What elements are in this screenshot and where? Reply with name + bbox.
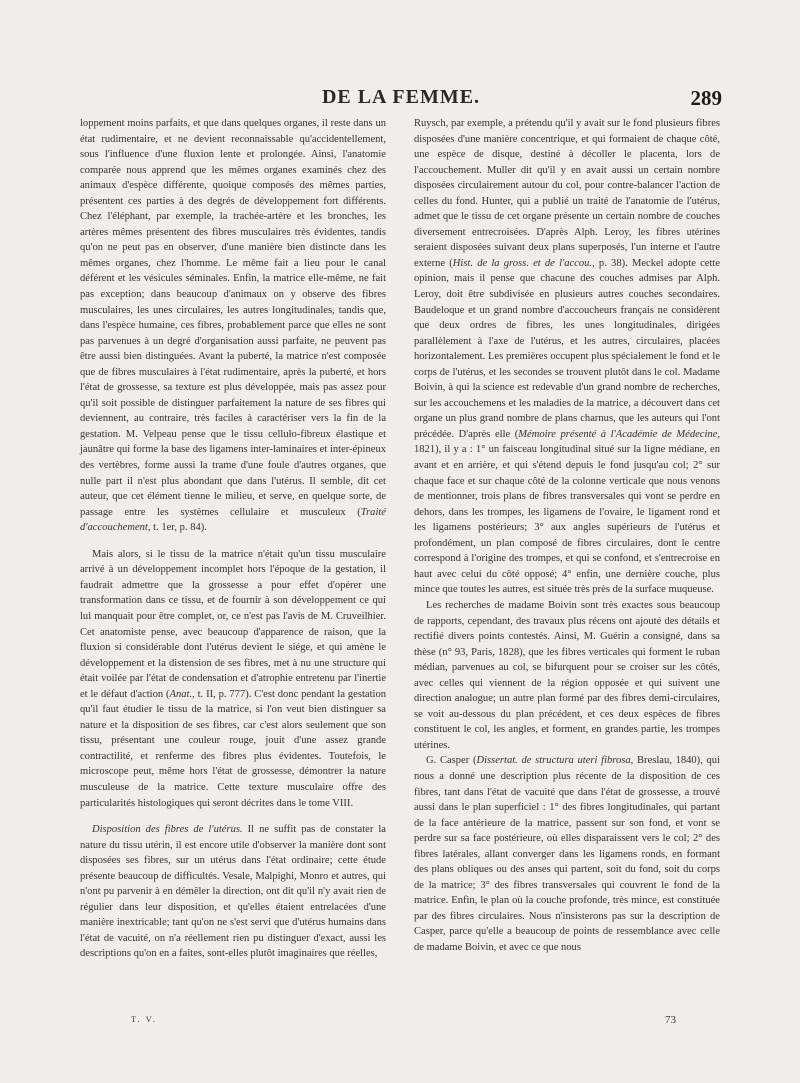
citation: Traité d'accouchement, (80, 506, 386, 534)
paragraph-text: Ruysch, par exemple, a prétendu qu'il y avait sur le fond plusieurs fibres disposées d'une manière concentrique, et qui formaient de chaque côté, une espèce de disque, destiné à décoller le placenta, lors de l'accouchement. Muller dit qu'il y en avait aussi un certain nombre disposées circulairement autour du col, pour contre-balancer l'action de celles du fond. Hunter, qui a publié un traité de l'anatomie de l'utérus, admet que le tissu de cet organe présente un certain nombre de couches diversement entrecroisées. D'après Alph. Leroy, les fibres utérines seraient disposées suivant deux plans superposés, l'un interne et l'autre externe ( (414, 118, 720, 269)
right-column (414, 116, 720, 956)
citation: Hist. de la gross. et de l'accou., (452, 257, 595, 269)
paragraph-text: Les recherches de madame Boivin sont très exactes sous beaucoup de rapports, cependant, des travaux plus récens ont ajouté des détails et rectifié divers points contestés. Ainsi, M. Guérin a consigné, dans sa thèse (n° 93, Paris, 1828), que les fibres verticales qui forment le ruban médian, parvenues au col, se bifurquent pour se croiser sur les côtés, avec celles qui viennent de la région opposée et qui suivent une direction analogue; un autre plan formé par des fibres demi-circulaires, se voit au-dessous du plan précédent, et ces deux espèces de fibres constituent le col, les angles, et forment, en grandes partie, les trompes utérines. (414, 599, 720, 751)
paragraph (80, 822, 386, 962)
left-column (80, 116, 386, 962)
paragraph-text: Breslau, 1840), qui nous a donné une description plus récente de la disposition de ces fibres, tant dans l'état de vacuité que dans l'état de grossesse, a trouvé aussi dans le plan superficiel : 1° des fibres longitudinales, qui partant de la face antérieure de la matrice, passent sur son fond, et vont se perdre sur sa face postérieure, où elles disparaissent vers le col; 2° des fibres latérales, allant converger dans les ligamens ronds, en formant des plans obliques ou des anses qui partent, soit du fond, soit du corps de la matrice; 3° des fibres transversales qui couvrent le fond de la matrice. Enfin, le plan où la couche profonde, très mince, est constituée par des fibres circulaires. Nous n'insisterons pas sur la description de Casper, parce qu'elle a beaucoup de points de ressemblance avec celle de madame Boivin, et avec ce que nous (414, 755, 721, 953)
page-number: 289 (690, 86, 722, 110)
paragraph (80, 547, 386, 811)
page-header (80, 86, 722, 112)
paragraph-text: t. II, p. 777). C'est donc pendant la gestation qu'il faut étudier le tissu de la matrice, si l'on veut bien distinguer sa nature et la disposition de ses fibres, car c'est alors seulement que son tissu, présentant une couleur rouge, jouit d'une assez grande contractilité, et renferme des fibres plus évidentes. Toutefois, le microscope peut, même hors l'état de grossesse, démontrer la nature musculeuse de la matrice. Cette texture musculaire offre des particularités histologiques qui seront décrites dans le tome VIII. (80, 688, 386, 809)
paragraph (414, 116, 720, 598)
section-heading: Disposition des fibres de l'utérus. (92, 824, 243, 836)
sheet-number: 73 (665, 1014, 676, 1026)
paragraph-text: G. Casper ( (426, 755, 477, 767)
citation: Anat., (169, 688, 195, 700)
running-title: DE LA FEMME. (321, 86, 481, 108)
paragraph-text: Mais alors, si le tissu de la matrice n'était qu'un tissu musculaire arrivé à un développement incomplet hors l'époque de la gestation, il faudrait admettre que la grossesse a pour effet d'opérer une transformation dans ce tissu, et de fournir à son développement ce qui lui manquait pour être complet, or, ce n'est pas l'avis de M. Cruveilhier. Cet anatomiste pense, avec beaucoup d'apparence de raison, que la fluxion si considérable dont l'utérus devient le siége, et qui amène le développement et la distension de ses fibres, met à nu une structure qui était voilée par l'état de condensation et d'atrophie entretenu par l'inertie et le défaut d'action ( (80, 548, 386, 700)
paragraph-text: p. 38). Meckel adopte cette opinion, mais il pense que chacune des couches admises par Alph. Leroy, doit être subdivisée en plusieurs autres couches secondaires. Baudeloque et un grand nombre d'accoucheurs français ne considèrent que deux ordres de fibres, les unes longitudinales, dirigées parallèlement à l'axe de l'utérus, et les autres, circulaires, placées horizontalement. Les premières occupent plus spécialement le fond et le corps de l'utérus, et les secondes se trouvent plutôt dans le col. Madame Boivin, à qui la science est redevable d'un grand nombre de recherches, sur les accouchemens et les maladies de la matrice, a découvert dans cet organe un plus grand nombre de plans charnus, que les auteurs qui l'ont précédée. D'après elle ( (414, 257, 721, 440)
citation: Dissertat. de structura uteri fibrosa, (476, 755, 634, 767)
volume-signature: T. V. (131, 1014, 157, 1024)
citation: Mémoire présenté à l'Académie de Médecine, (518, 428, 720, 440)
paragraph-text: t. 1er, p. 84). (150, 522, 207, 534)
paragraph (414, 753, 720, 955)
paragraph-text: 1821), il y a : 1° un faisceau longitudinal situé sur la ligne médiane, en avant et en arrière, et qui s'étend depuis le fond jusqu'au col; 2° sur chaque face et sur chaque côté de la colonne verticale que nous venons de mentionner, trois plans de fibres transversales qui vont se perdre en dehors, dans les trompes, les ligamens de l'ovaire, le ligament rond et les ligamens postérieurs; 3° aux angles supérieurs de l'utérus et profondément, un plan composé de fibres circulaires, dont le centre correspond à l'origine des trompes, et qui se confond, et s'entrecroise en haut avec celui du côté opposé; 4° enfin, une dernière couche, plus mince que toutes les autres, est située très près de la surface muqueuse. (414, 444, 720, 596)
paragraph-text: Il ne suffit pas de constater la nature du tissu utérin, il est encore utile d'observer la manière dont sont disposées ses fibres, sur un utérus dans l'état ordinaire; cette étude présente beaucoup de difficultés. Vesale, Malpighi, Monro et autres, qui n'ont pu parvenir à en démêler la direction, ont dit qu'il n'y avait rien de régulier dans leur disposition, et qu'elles étaient entrelacées d'une manière inextricable; tant qu'on ne s'est servi que d'utérus humains dans l'état de vacuité, on n'a réellement rien pu distinguer d'exact, aussi les descriptions qu'on en a faites, sont-elles plutôt imaginaires que réelles, (80, 824, 386, 960)
paragraph (80, 116, 386, 536)
paragraph (414, 598, 720, 753)
paragraph-text: loppement moins parfaits, et que dans quelques organes, il reste dans un état rudimentaire, et ne devient reconnaissable qu'accidentellement, sous l'influence d'une fluxion lente et prolongée. Ainsi, l'anatomie comparée nous apprend que les mêmes organes examinés chez des animaux d'espèce différente, quoique composés des mêmes parties, présentent ces parties à des degrés de développement fort différents. Chez l'éléphant, par exemple, la trachée-artère et les bronches, les artères mêmes présentent des fibres musculaires très évidentes, tandis qu'on ne peut pas en observer, d'une manière bien distincte dans les mêmes organes, chez l'homme. Le même fait a lieu pour le canal déférent et les vésicules séminales. Enfin, la matrice elle-même, ne fait pas exception; dans beaucoup d'animaux on y observe des fibres musculaires, les unes circulaires, les autres longitudinales, tandis que, dans l'espèce humaine, ces fibres, probablement parce que elles ne sont pas parvenues à un degré d'organisation aussi parfaite, ne peuvent pas être aussi bien distinguées. Avant la puberté, la matrice n'est composée que de fibres musculaires à l'état rudimentaire, après la puberté, et hors l'état de grossesse, sa texture est plus développée, mais pas assez pour qu'il soit possible de distinguer parfaitement la nature de ses fibres qui deviennent, au contraire, très faciles à caractériser vers la fin de la gestation. M. Velpeau pense que le tissu celluło-fibreux élastique et jaunâtre qui forme la base des ligamens inter-laminaires et inter-épineux des vertèbres, forme aussi la trame d'une foule d'autres organes, que nulle part il n'est plus abondant que dans l'utérus. Il semble, dit cet auteur, que cet élément tienne le milieu, et serve, en quelque sorte, de passage entre les systèmes cellulaire et musculeux ( (80, 118, 386, 518)
